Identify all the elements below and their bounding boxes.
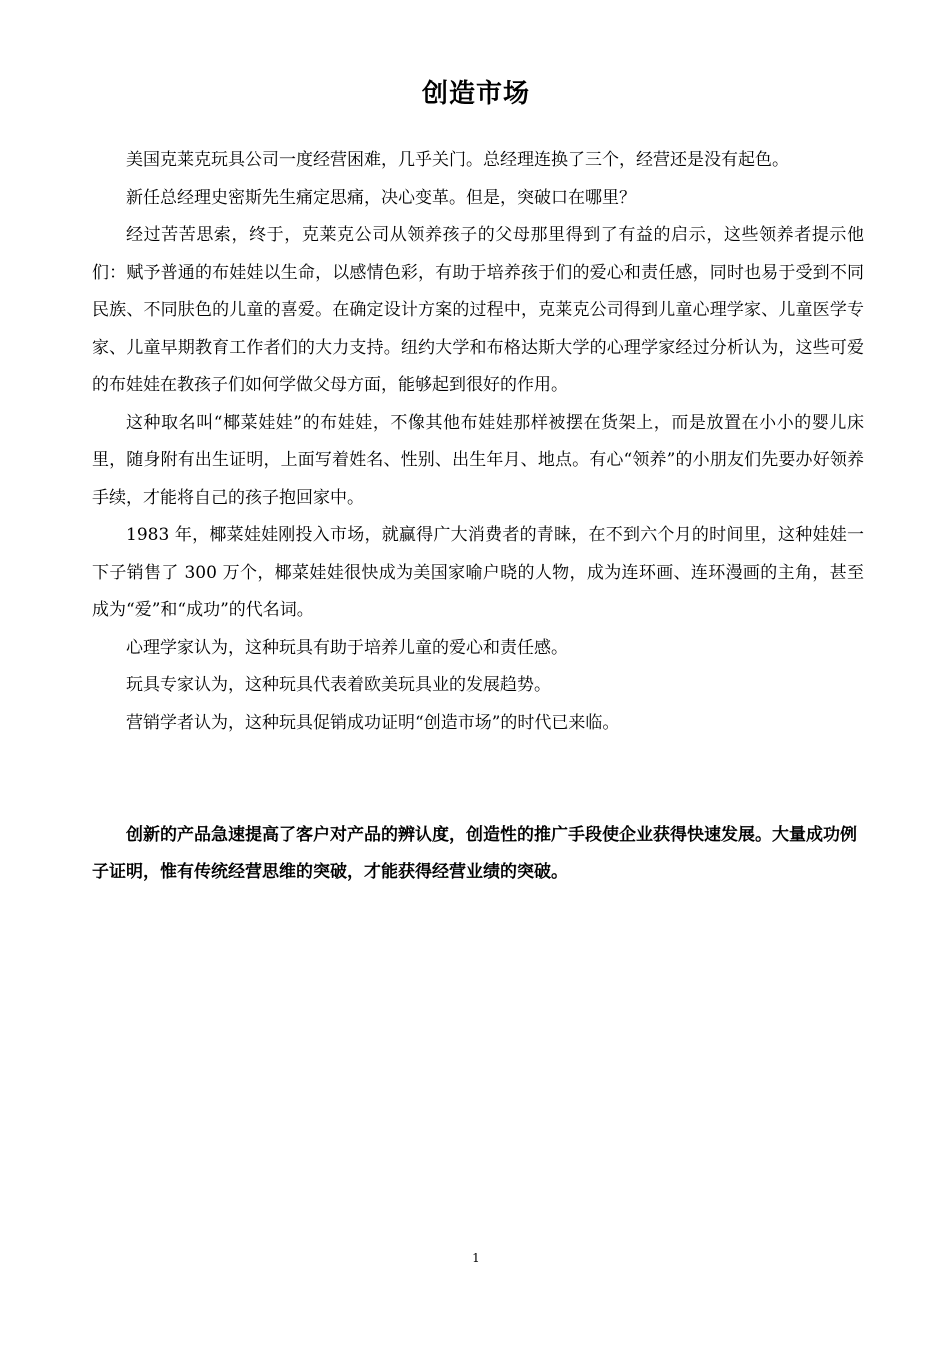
page-number: 1 xyxy=(472,1251,480,1265)
paragraph: 新任总经理史密斯先生痛定思痛，决心变革。但是，突破口在哪里？ xyxy=(126,187,636,208)
article-body xyxy=(92,142,864,742)
paragraph: 1983 年，椰菜娃娃刚投入市场，就赢得广大消费者的青睐，在不到六个月的时间里，这种娃娃一下子销售了 300 万个，椰菜娃娃很快成为美国家喻户晓的人物，成为连环画、连环漫画的主角，甚至成为“爱”和“成功”的代名词。 xyxy=(92,525,864,620)
paragraph: 营销学者认为，这种玩具促销成功证明“创造市场”的时代已来临。 xyxy=(126,712,620,733)
paragraph: 经过苦苦思索，终于，克莱克公司从领养孩子的父母那里得到了有益的启示，这些领养者提示他们：赋予普通的布娃娃以生命，以感情色彩，有助于培养孩于们的爱心和责任感，同时也易于受到不同民族、不同肤色的儿童的喜爱。在确定设计方案的过程中，克莱克公司得到儿童心理学家、儿童医学专家、儿童早期教育工作者们的大力支持。纽约大学和布格达斯大学的心理学家经过分析认为，这些可爱的布娃娃在教孩子们如何学做父母方面，能够起到很好的作用。 xyxy=(92,225,864,395)
conclusion-text: 创新的产品急速提高了客户对产品的辨认度，创造性的推广手段使企业获得快速发展。大量成功例子证明，惟有传统经营思维的突破，才能获得经营业绩的突破。 xyxy=(92,825,857,882)
paragraph: 美国克莱克玩具公司一度经营困难，几乎关门。总经理连换了三个，经营还是没有起色。 xyxy=(126,150,789,170)
conclusion-block xyxy=(92,817,864,891)
paragraph: 这种取名叫“椰菜娃娃”的布娃娃，不像其他布娃娃那样被摆在货架上，而是放置在小小的婴儿床里，随身附有出生证明，上面写着姓名、性别、出生年月、地点。有心“领养”的小朋友们先要办好领养手续，才能将自己的孩子抱回家中。 xyxy=(92,412,864,508)
paragraph: 心理学家认为，这种玩具有助于培养儿童的爱心和责任感。 xyxy=(126,637,568,658)
page-title: 创造市场 xyxy=(421,79,530,109)
paragraph: 玩具专家认为，这种玩具代表着欧美玩具业的发展趋势。 xyxy=(126,675,551,695)
